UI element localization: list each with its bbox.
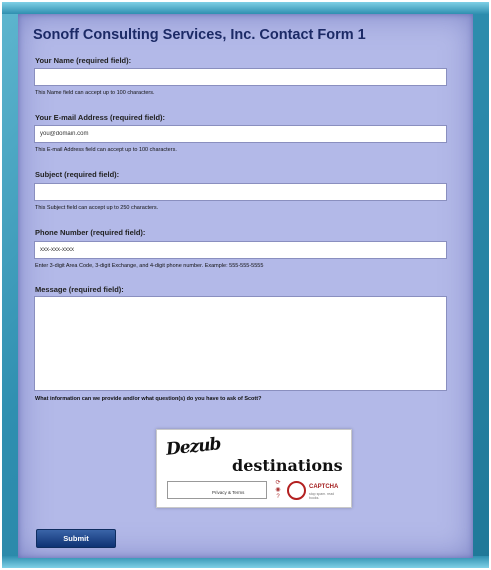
name-label: Your Name (required field):: [35, 56, 132, 65]
audio-icon[interactable]: ◉: [275, 487, 281, 493]
subject-input[interactable]: [34, 183, 447, 201]
refresh-icon[interactable]: ⟳: [275, 480, 281, 486]
captcha-destination-word: destinations: [232, 456, 343, 475]
email-label: Your E-mail Address (required field):: [35, 113, 166, 122]
captcha-controls: [273, 480, 283, 501]
name-hint: This Name field can accept up to 100 characters.: [35, 90, 155, 96]
message-label: Message (required field):: [35, 285, 124, 294]
window-frame: [2, 2, 489, 568]
form-title: Sonoff Consulting Services, Inc. Contact Form 1: [33, 27, 366, 43]
captcha-challenge-word: Dezub: [165, 434, 222, 460]
captcha-privacy-link[interactable]: Privacy & Terms: [212, 490, 245, 495]
subject-label: Subject (required field):: [35, 170, 120, 179]
captcha-widget: [156, 429, 352, 508]
email-hint: This E-mail Address field can accept up to 100 characters.: [35, 147, 177, 153]
question-text: What information can we provide and/or what question(s) do you have to ask of Scott?: [35, 396, 262, 402]
name-input[interactable]: [34, 68, 447, 86]
message-textarea[interactable]: [34, 296, 447, 391]
help-icon[interactable]: ?: [276, 494, 280, 500]
captcha-logo-text: CAPTCHA: [309, 484, 339, 490]
phone-input[interactable]: [34, 241, 447, 259]
subject-hint: This Subject field can accept up to 250 characters.: [35, 205, 159, 211]
captcha-logo-icon: [287, 481, 306, 500]
frame-top-edge: [2, 2, 489, 14]
captcha-logo-sub: stop spam. read books.: [309, 492, 335, 500]
phone-hint: Enter 3-digit Area Code, 3-digit Exchange, and 4-digit phone number. Example: 555-555-5555: [35, 263, 264, 269]
email-input[interactable]: [34, 125, 447, 143]
phone-label: Phone Number (required field):: [35, 228, 146, 237]
contact-form-panel: [18, 14, 473, 558]
captcha-logo: [287, 480, 347, 503]
submit-button[interactable]: Submit: [36, 529, 116, 548]
